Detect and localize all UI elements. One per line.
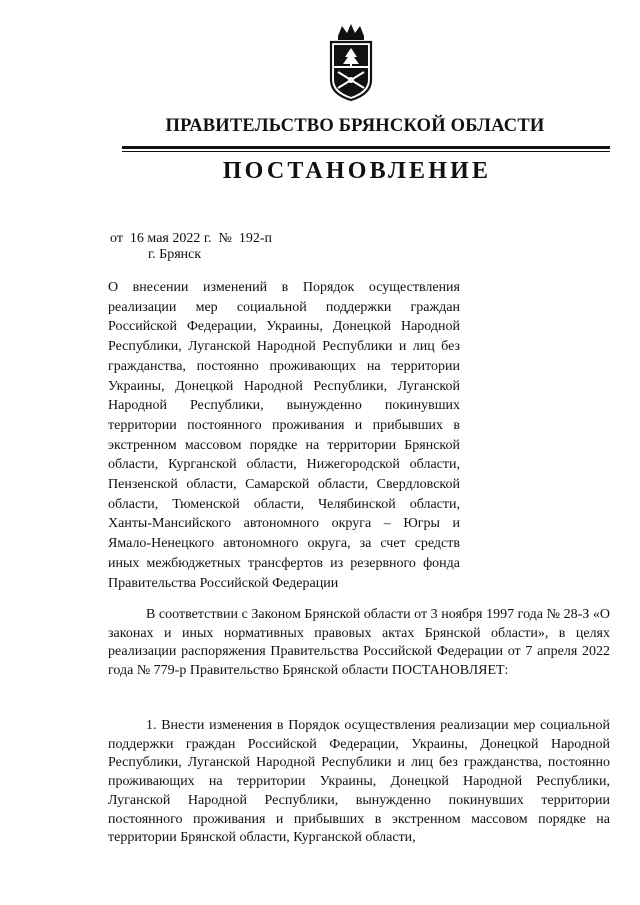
document-type-heading: ПОСТАНОВЛЕНИЕ [222, 158, 492, 184]
organization-title: ПРАВИТЕЛЬСТВО БРЯНСКОЙ ОБЛАСТИ [165, 116, 545, 136]
city-line: г. Брянск [148, 247, 202, 262]
bryansk-coat-of-arms-icon [326, 22, 376, 102]
header-rule-thick [122, 146, 610, 149]
document-subject: О внесении изменений в Порядок осуществления реализации мер социальной поддержки граждан Российской Федерации, Украины, Донецкой Народной Республики, Луганской Народной Республики и лиц без гражданства, постоянно проживающих на территории Украины, Донецкой Народной Республики, Луганской Народной Республики, вынужденно покинувших территории постоянного проживания и прибывших в экстренном массовом порядке на территории Брянской области, Курганской области, Нижегородской области, Пензенской области, Самарской области, Свердловской области, Тюменской области, Челябинской области, Ханты-Мансийского автономного округа – Югры и Ямало-Ненецкого автономного округа, за счет средств иных межбюджетных трансфертов из резервного фонда Правительства Российской Федерации [108, 280, 460, 591]
date-number-line: от 16 мая 2022 г. № 192-п [110, 231, 273, 246]
clause-1-paragraph: 1. Внести изменения в Порядок осуществления реализации мер социальной поддержки граждан Российской Федерации, Украины, Донецкой Народной Республики, Луганской Народной Республики и лиц без гражданства, постоянно проживающих на территории Украины, Донецкой Народной Республики, Луганской Народной Республики, вынужденно покинувших территории постоянного проживания и прибывших в экстренном массовом порядке на территории Брянской области, Курганской области, [108, 718, 610, 846]
preamble-paragraph: В соответствии с Законом Брянской области от 3 ноября 1997 года № 28-З «О законах и иных нормативных правовых актах Брянской области», в целях реализации распоряжения Правительства Российской Федерации от 7 апреля 2022 года № 779-р Правительство Брянской области ПОСТАНОВЛЯЕТ: [108, 607, 610, 678]
document-meta [110, 231, 272, 263]
header-rule-thin [122, 151, 610, 152]
